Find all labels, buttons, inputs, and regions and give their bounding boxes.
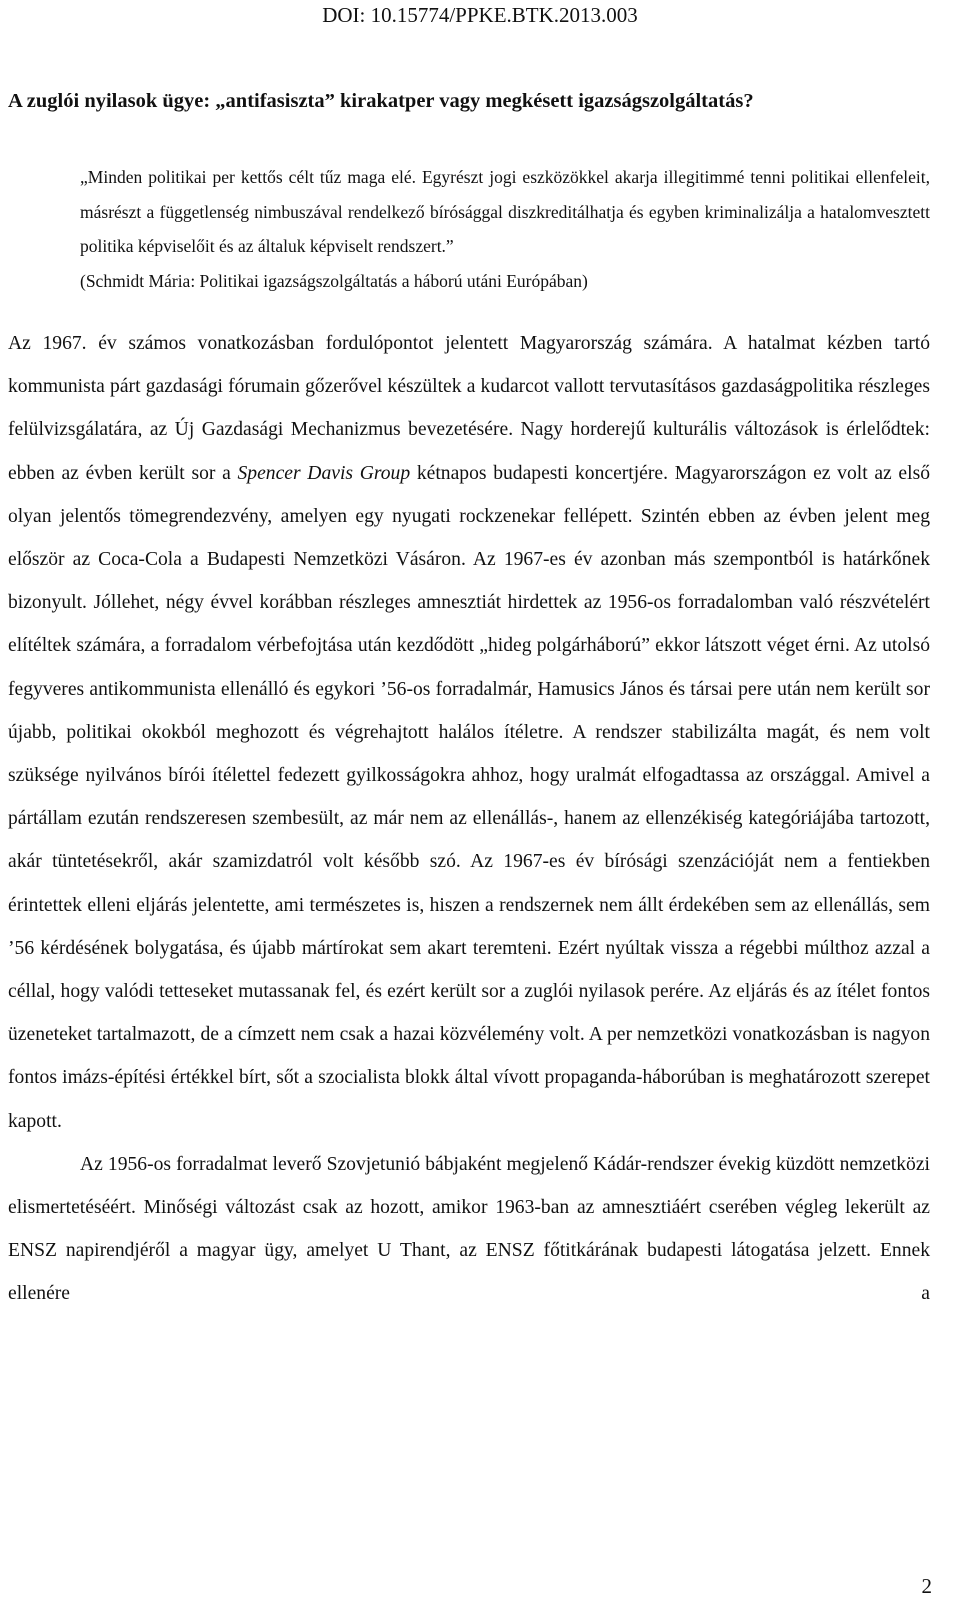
paragraph-2: Az 1956-os forradalmat leverő Szovjetunió bábjaként megjelenő Kádár-rendszer évekig küzdött nemzetközi elismertetéséért. Minőségi változást csak az hozott, amikor 1963-ban az amnesztiáért cserében végleg lekerült az ENSZ napirendjéről a magyar ügy, amelyet U Thant, az ENSZ főtitkárának budapesti látogatása jelzett. Ennek ellenére a [8, 1153, 930, 1305]
paragraph-1-part-2: kétnapos budapesti koncertjére. Magyarországon ez volt az első olyan jelentős tömegrendezvény, amelyen egy nyugati rockzenekar fellépett. Szintén ebben az évben jelent meg először az Coca-Cola a Budapesti Nemzetközi Vásáron. Az 1967-es év azonban más szempontból is határkőnek bizonyult. Jóllehet, négy évvel korábban részleges amnesztiát hirdettek az 1956-os forradalomban való részvételért elítéltek számára, a forradalom vérbefojtása után kezdődött „hideg polgárháború” ekkor látszott véget érni. Az utolsó fegyveres antikommunista ellenálló és egykori ’56-os forradalmár, Hamusics János és társai pere után nem került sor újabb, politikai okokból meghozott és végrehajtott halálos ítéletre. A rendszer stabilizálta magát, és nem volt szüksége nyilvános bírói ítélettel fedezett gyilkosságokra ahhoz, hogy uralmát elfogadtassa az országgal. Amivel a pártállam ezután rendszeresen szembesült, az már nem az ellenállás-, hanem az ellenzékiség kategóriájába tartozott, akár tüntetésekről, akár szamizdatról volt később szó. Az 1967-es év bírósági szenzációját nem a fentiekben érintettek elleni eljárás jelentette, ami természetes is, hiszen a rendszernek nem állt érdekében sem az ellenállás, sem ’56 kérdésének bolygatása, és újabb mártírokat sem akart teremteni. Ezért nyúltak vissza a régebbi múlthoz azzal a céllal, hogy valódi tetteseket mutassanak fel, és ezért került sor a zuglói nyilasok perére. Az eljárás és az ítélet fontos üzeneteket tartalmazott, de a címzett nem csak a hazai közvélemény volt. A per nemzetközi vonatkozásban is nagyon fontos imázs-építési értékkel bírt, sőt a szocialista blokk által vívott propaganda-háborúban is meghatározott szerepet kapott. [8, 462, 930, 1132]
article-title: A zuglói nyilasok ügye: „antifasiszta” kirakatper vagy megkésett igazságszolgáltatás? [8, 90, 754, 112]
paragraph-1 [8, 322, 930, 1143]
doi-header: DOI: 10.15774/PPKE.BTK.2013.003 [322, 3, 638, 27]
page-number: 2 [921, 1574, 932, 1598]
body-text [8, 322, 930, 1316]
band-name-italic: Spencer Davis Group [237, 462, 411, 484]
epigraph-quote: „Minden politikai per kettős célt tűz maga elé. Egyrészt jogi eszközökkel akarja illegitimmé tenni politikai ellenfeleit, másrészt a függetlenség nimbuszával rendelkező bírósággal diszkreditálhatja és egyben kriminalizálja a hatalomvesztett politika képviselőit és az általuk képviselt rendszert.” [80, 167, 930, 256]
paragraph-1-part-1: Az 1967. év számos vonatkozásban fordulópontot jelentett Magyarország számára. A hatalmat kézben tartó kommunista párt gazdasági fórumain gőzerővel készültek a kudarcot vallott tervutasításos gazdaságpolitika részleges felülvizsgálatára, az Új Gazdasági Mechanizmus bevezetésére. Nagy horderejű kulturális változások is érlelődtek: ebben az évben került sor a [8, 333, 930, 484]
epigraph-source: (Schmidt Mária: Politikai igazságszolgáltatás a háború utáni Európában) [80, 270, 588, 291]
epigraph [80, 160, 930, 298]
